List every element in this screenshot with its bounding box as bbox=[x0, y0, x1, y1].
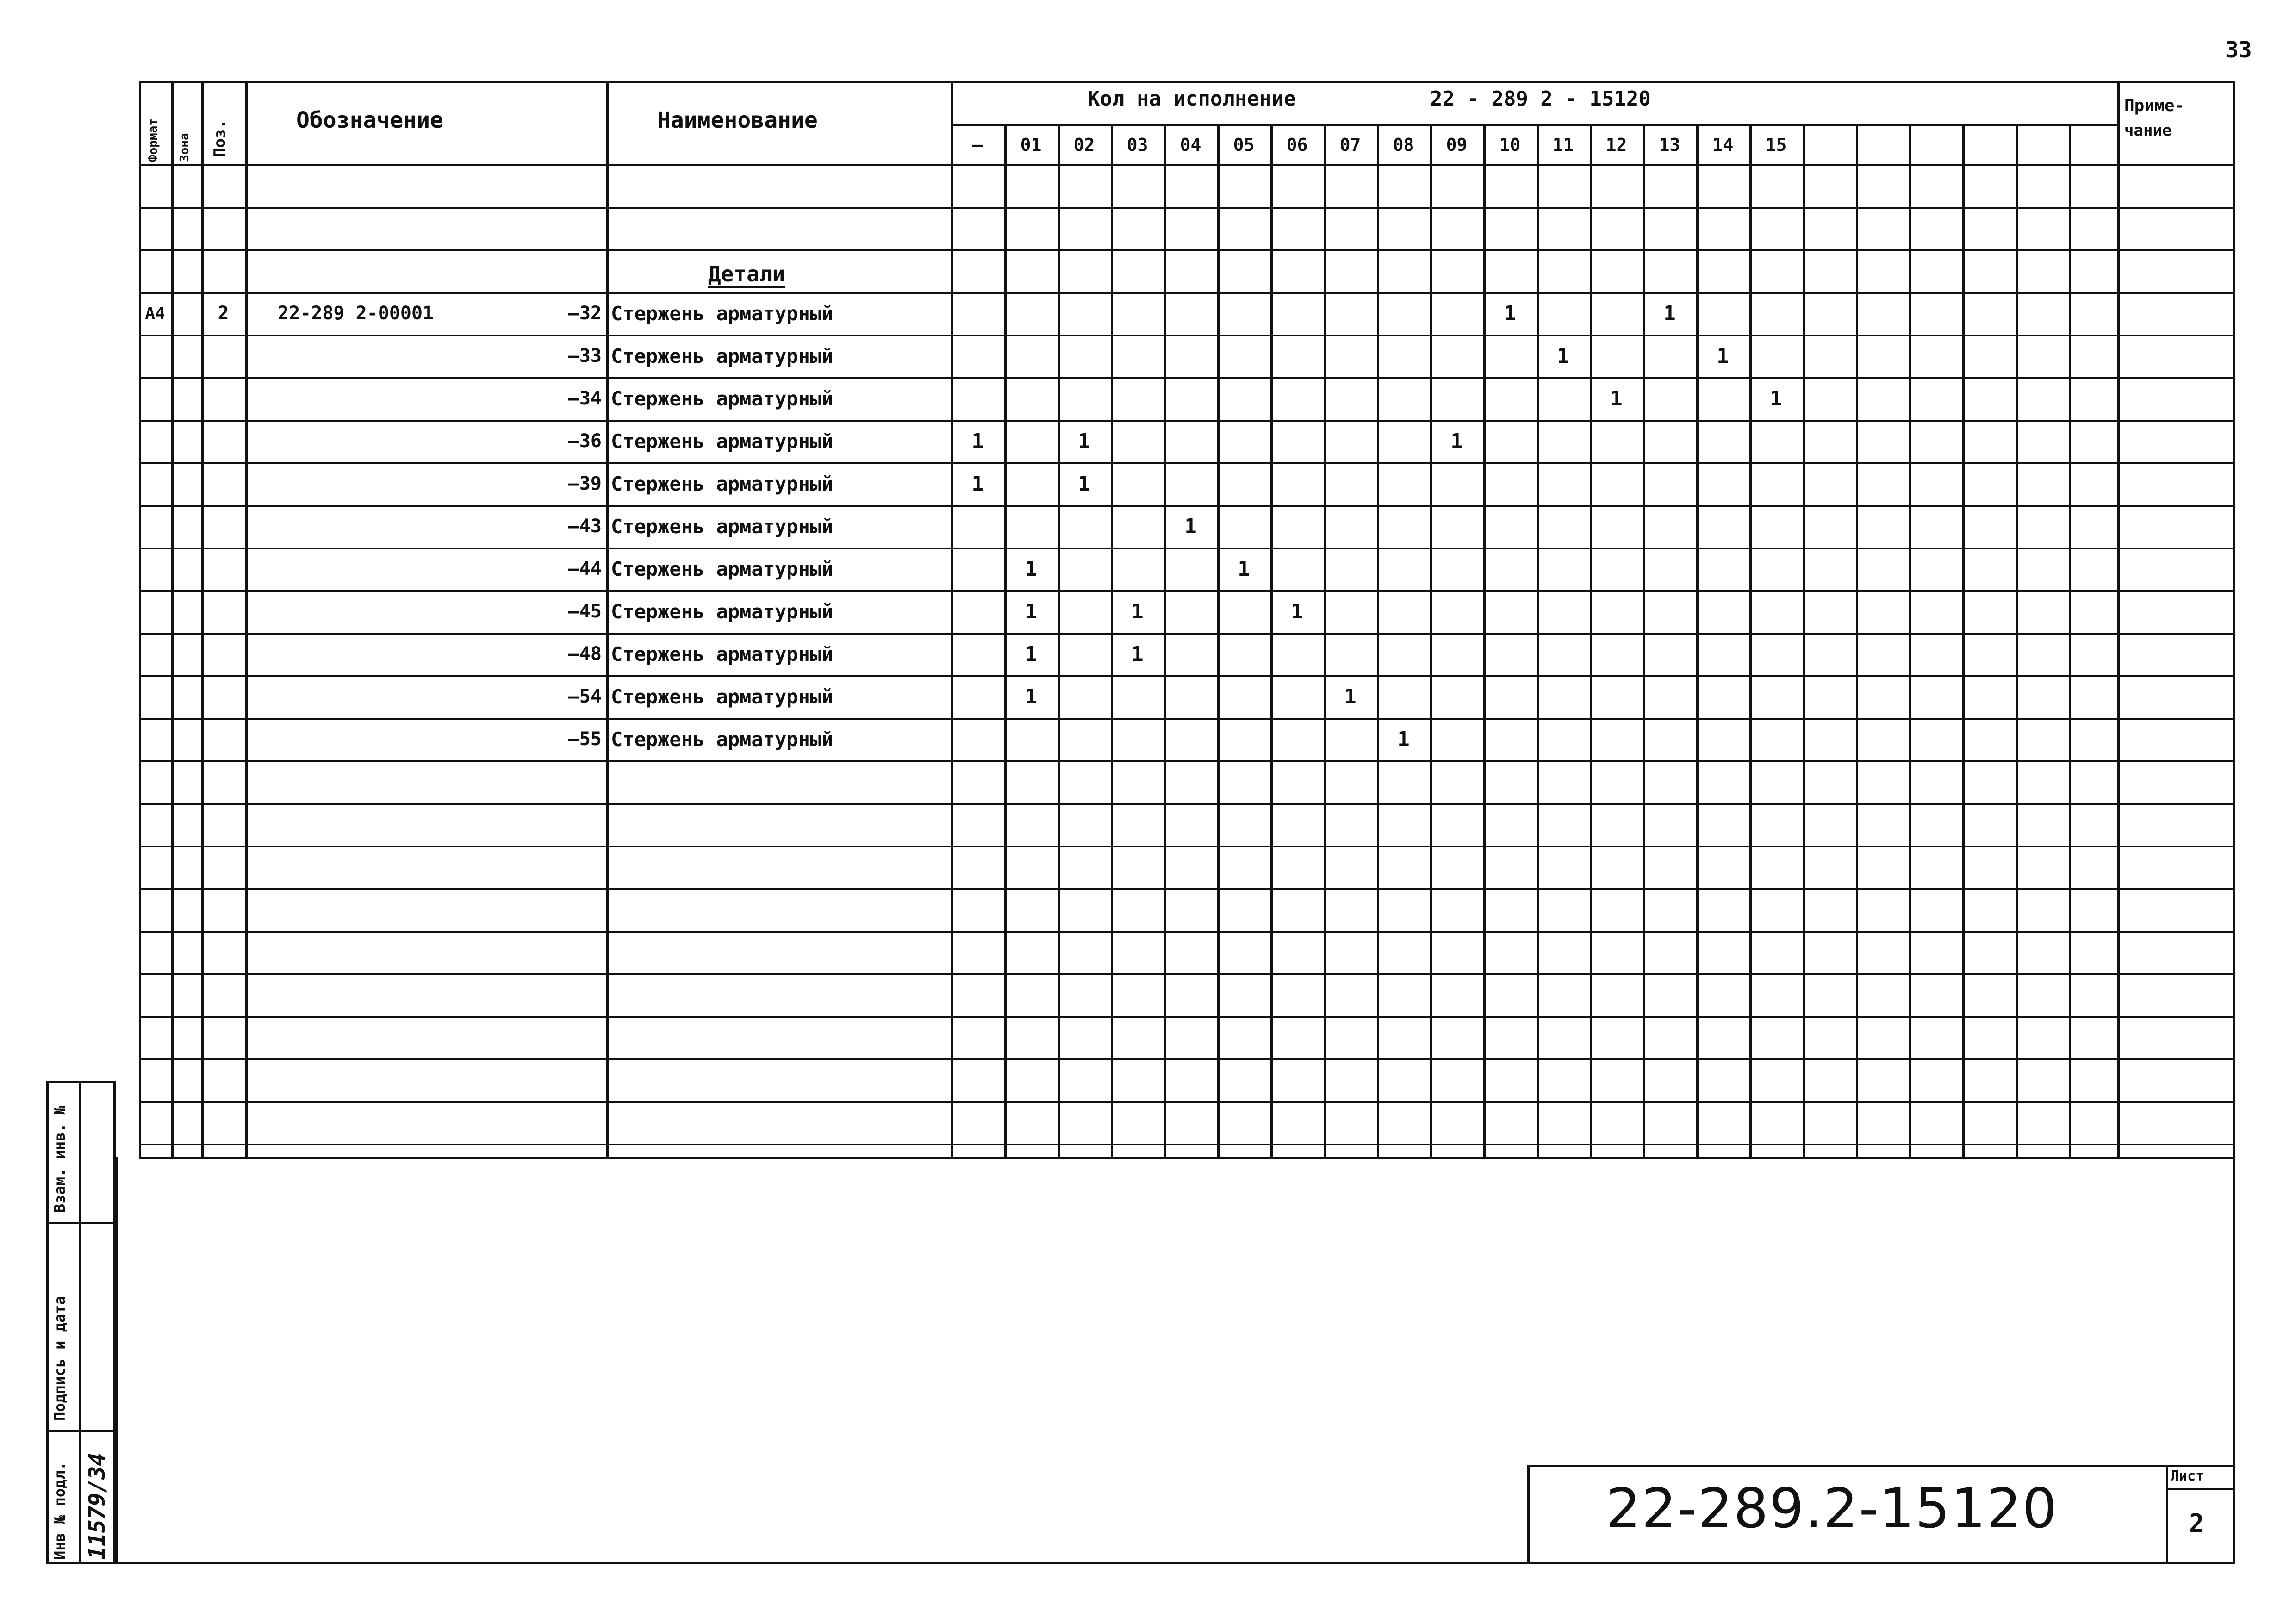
qty-col-line bbox=[1909, 124, 1911, 1159]
qty-col-line bbox=[1217, 124, 1220, 1159]
row-line bbox=[139, 633, 2235, 635]
side-stamp-line-2 bbox=[46, 1430, 116, 1432]
row-qty: 1 bbox=[971, 472, 984, 496]
row-line bbox=[139, 462, 2235, 464]
qty-col-line bbox=[1962, 124, 1965, 1159]
row-qty: 1 bbox=[971, 429, 984, 453]
variant-header: 13 bbox=[1659, 135, 1680, 155]
side-stamp-vzam-inv: Взам. инв. № bbox=[51, 1105, 68, 1213]
row-qty: 1 bbox=[1344, 684, 1356, 709]
row-designation-suffix: —45 bbox=[568, 601, 602, 622]
header-note-2: чание bbox=[2124, 121, 2172, 140]
row-line bbox=[139, 548, 2235, 549]
col-line-format bbox=[171, 81, 174, 1159]
variant-header: 06 bbox=[1286, 135, 1308, 155]
row-qty: 1 bbox=[1238, 557, 1250, 581]
variant-header: 08 bbox=[1393, 135, 1414, 155]
row-designation-suffix: —44 bbox=[568, 558, 602, 579]
row-line bbox=[139, 973, 2235, 975]
qty-col-line bbox=[1164, 124, 1166, 1159]
header-pos: Поз. bbox=[211, 119, 229, 157]
qty-col-line bbox=[2016, 124, 2018, 1159]
qty-col-line bbox=[1058, 124, 1060, 1159]
row-name: Стержень арматурный bbox=[611, 685, 834, 708]
row-qty: 1 bbox=[1078, 472, 1090, 496]
row-name: Стержень арматурный bbox=[611, 600, 834, 623]
qty-col-line bbox=[1590, 124, 1592, 1159]
qty-col-line bbox=[1537, 124, 1539, 1159]
qty-col-line bbox=[2069, 124, 2071, 1159]
spec-table-frame bbox=[139, 81, 2235, 1159]
variant-header: 11 bbox=[1552, 135, 1574, 155]
qty-col-line bbox=[1377, 124, 1379, 1159]
col-line-zone bbox=[201, 81, 204, 1159]
row-name: Стержень арматурный bbox=[611, 642, 834, 666]
row-qty: 1 bbox=[1131, 642, 1144, 666]
col-line-notes bbox=[2117, 81, 2120, 1159]
row-name: Стержень арматурный bbox=[611, 302, 834, 325]
side-stamp-inv-number: 11579/34 bbox=[84, 1452, 110, 1560]
title-block-divider bbox=[2166, 1465, 2168, 1564]
row-qty: 1 bbox=[1450, 429, 1463, 453]
header-format: Формат bbox=[146, 118, 160, 162]
row-line bbox=[139, 249, 2235, 251]
row-designation-suffix: —36 bbox=[568, 430, 602, 452]
row-name: Стержень арматурный bbox=[611, 387, 834, 410]
row-qty: 1 bbox=[1717, 344, 1729, 368]
row-line bbox=[139, 207, 2235, 209]
row-designation-suffix: —48 bbox=[568, 643, 602, 665]
row-line bbox=[139, 846, 2235, 847]
row-line bbox=[139, 1058, 2235, 1060]
row-name: Стержень арматурный bbox=[611, 429, 834, 453]
header-note-1: Приме- bbox=[2124, 96, 2185, 115]
row-qty: 1 bbox=[1504, 301, 1516, 325]
header-qty-title: Кол на исполнение bbox=[1088, 87, 1296, 111]
row-qty: 1 bbox=[1184, 514, 1197, 538]
row-designation-suffix: —39 bbox=[568, 473, 602, 494]
qty-col-line bbox=[1270, 124, 1273, 1159]
header-qty-doc: 22 - 289 2 - 15120 bbox=[1430, 87, 1651, 111]
variant-header: 09 bbox=[1446, 135, 1468, 155]
side-stamp-split bbox=[79, 1081, 81, 1564]
qty-col-line bbox=[1696, 124, 1699, 1159]
section-title: Детали bbox=[708, 261, 785, 286]
header-designation: Обозначение bbox=[296, 107, 443, 133]
row-line bbox=[139, 888, 2235, 890]
row-designation-suffix: —54 bbox=[568, 686, 602, 707]
row-designation-suffix: —55 bbox=[568, 728, 602, 750]
row-line bbox=[139, 718, 2235, 720]
row-format: А4 bbox=[145, 304, 165, 323]
row-qty: 1 bbox=[1025, 642, 1037, 666]
row-qty: 1 bbox=[1025, 599, 1037, 623]
variant-header: 05 bbox=[1233, 135, 1255, 155]
row-name: Стержень арматурный bbox=[611, 344, 834, 367]
row-qty: 1 bbox=[1770, 386, 1782, 411]
row-qty: 1 bbox=[1663, 301, 1676, 325]
row-name: Стержень арматурный bbox=[611, 728, 834, 751]
row-qty: 1 bbox=[1078, 429, 1090, 453]
variant-header: 14 bbox=[1712, 135, 1734, 155]
row-qty: 1 bbox=[1025, 557, 1037, 581]
row-line bbox=[139, 1016, 2235, 1018]
col-line-pos bbox=[245, 81, 248, 1159]
row-line bbox=[139, 760, 2235, 762]
sheet-label: Лист bbox=[2171, 1468, 2204, 1484]
col-line-designation bbox=[606, 81, 609, 1159]
row-line bbox=[139, 931, 2235, 933]
page-number: 33 bbox=[2225, 37, 2252, 63]
qty-col-line bbox=[1430, 124, 1432, 1159]
sheet-number: 2 bbox=[2189, 1509, 2204, 1538]
variant-header: 01 bbox=[1020, 135, 1042, 155]
row-line bbox=[139, 335, 2235, 336]
row-qty: 1 bbox=[1557, 344, 1569, 368]
side-stamp-line-1 bbox=[46, 1222, 116, 1224]
side-stamp-inv-podl: Инв № подл. bbox=[51, 1462, 68, 1560]
row-designation-suffix: —43 bbox=[568, 516, 602, 537]
row-qty: 1 bbox=[1291, 599, 1303, 623]
row-line bbox=[139, 1101, 2235, 1103]
header-bottom-line bbox=[139, 164, 2235, 166]
header-zone: Зона bbox=[178, 133, 192, 162]
row-qty: 1 bbox=[1610, 386, 1623, 411]
row-line bbox=[139, 377, 2235, 379]
row-name: Стержень арматурный bbox=[611, 472, 834, 495]
row-line bbox=[139, 590, 2235, 592]
variant-header: — bbox=[972, 135, 983, 155]
qty-col-line bbox=[1643, 124, 1645, 1159]
row-designation-base: 22-289 2-00001 bbox=[278, 303, 434, 324]
variant-header: 03 bbox=[1126, 135, 1148, 155]
row-qty: 1 bbox=[1025, 684, 1037, 709]
document-code: 22-289.2-15120 bbox=[1606, 1476, 2058, 1540]
row-pos: 2 bbox=[218, 303, 229, 324]
row-line bbox=[139, 420, 2235, 422]
variant-header: 02 bbox=[1073, 135, 1095, 155]
variant-header: 07 bbox=[1339, 135, 1361, 155]
variant-header: 04 bbox=[1180, 135, 1201, 155]
row-line bbox=[139, 803, 2235, 805]
qty-col-line bbox=[1856, 124, 1858, 1159]
qty-col-line bbox=[1324, 124, 1326, 1159]
col-line-name bbox=[951, 81, 953, 1159]
variant-header: 12 bbox=[1605, 135, 1627, 155]
header-name: Наименование bbox=[657, 107, 818, 133]
variant-header: 10 bbox=[1499, 135, 1521, 155]
qty-col-line bbox=[1803, 124, 1805, 1159]
row-designation-suffix: —34 bbox=[568, 388, 602, 409]
side-stamp-podpis-data: Подпись и дата bbox=[51, 1296, 68, 1421]
row-line bbox=[139, 675, 2235, 677]
row-designation-suffix: —32 bbox=[568, 303, 602, 324]
row-designation-suffix: —33 bbox=[568, 345, 602, 367]
row-name: Стержень арматурный bbox=[611, 515, 834, 538]
variant-header: 15 bbox=[1765, 135, 1787, 155]
title-block-sheet-line bbox=[2166, 1488, 2235, 1490]
qty-col-line bbox=[1749, 124, 1752, 1159]
row-name: Стержень арматурный bbox=[611, 557, 834, 580]
row-qty: 1 bbox=[1397, 727, 1410, 751]
row-qty: 1 bbox=[1131, 599, 1144, 623]
row-line bbox=[139, 1144, 2235, 1145]
qty-col-line bbox=[1483, 124, 1486, 1159]
